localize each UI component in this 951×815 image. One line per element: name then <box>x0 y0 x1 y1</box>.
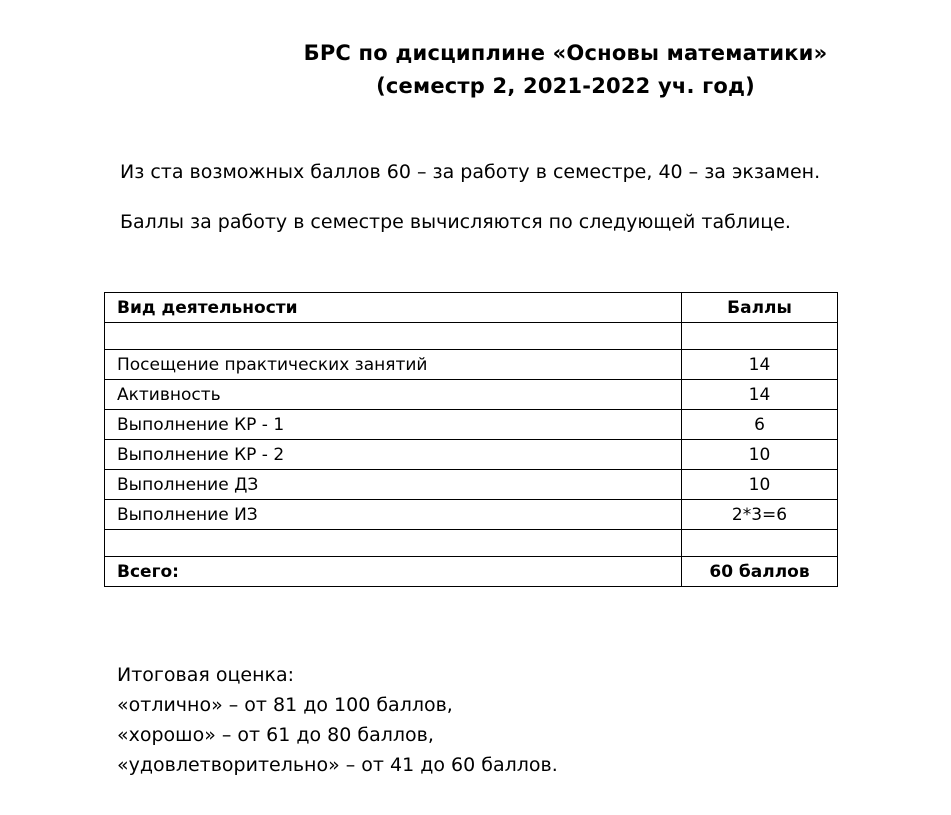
row-points: 14 <box>682 350 838 380</box>
row-activity: Выполнение КР - 1 <box>105 410 682 440</box>
row-activity: Выполнение КР - 2 <box>105 440 682 470</box>
table-empty-row <box>105 323 838 350</box>
empty-cell <box>682 530 838 557</box>
grade-good: «хорошо» – от 61 до 80 баллов, <box>117 724 434 746</box>
table-header-row <box>105 293 838 323</box>
empty-cell <box>682 323 838 350</box>
points-table <box>104 292 838 587</box>
row-points: 2*3=6 <box>682 500 838 530</box>
total-label: Всего: <box>105 557 682 587</box>
row-activity: Выполнение ДЗ <box>105 470 682 500</box>
intro-paragraph-table-note: Баллы за работу в семестре вычисляются по следующей таблице. <box>120 211 791 233</box>
row-points: 10 <box>682 470 838 500</box>
document-title: БРС по дисциплине «Основы математики» <box>303 41 828 65</box>
table-total-row <box>105 557 838 587</box>
row-points: 10 <box>682 440 838 470</box>
total-points: 60 баллов <box>682 557 838 587</box>
table-row <box>105 500 838 530</box>
final-grade-heading: Итоговая оценка: <box>117 664 295 686</box>
table-row <box>105 470 838 500</box>
empty-cell <box>105 323 682 350</box>
header-points: Баллы <box>682 293 838 323</box>
empty-cell <box>105 530 682 557</box>
grade-satisfactory: «удовлетворительно» – от 41 до 60 баллов. <box>117 754 558 776</box>
row-activity: Выполнение ИЗ <box>105 500 682 530</box>
grade-excellent: «отлично» – от 81 до 100 баллов, <box>117 694 453 716</box>
table-row <box>105 350 838 380</box>
final-grade-block <box>117 660 558 780</box>
row-activity: Активность <box>105 380 682 410</box>
row-points: 6 <box>682 410 838 440</box>
table-empty-row <box>105 530 838 557</box>
row-points: 14 <box>682 380 838 410</box>
header-activity: Вид деятельности <box>105 293 682 323</box>
table-row <box>105 410 838 440</box>
intro-paragraph-points-split: Из ста возможных баллов 60 – за работу в семестре, 40 – за экзамен. <box>120 161 821 183</box>
document-subtitle: (семестр 2, 2021-2022 уч. год) <box>376 74 755 98</box>
table-row <box>105 380 838 410</box>
row-activity: Посещение практических занятий <box>105 350 682 380</box>
table-row <box>105 440 838 470</box>
